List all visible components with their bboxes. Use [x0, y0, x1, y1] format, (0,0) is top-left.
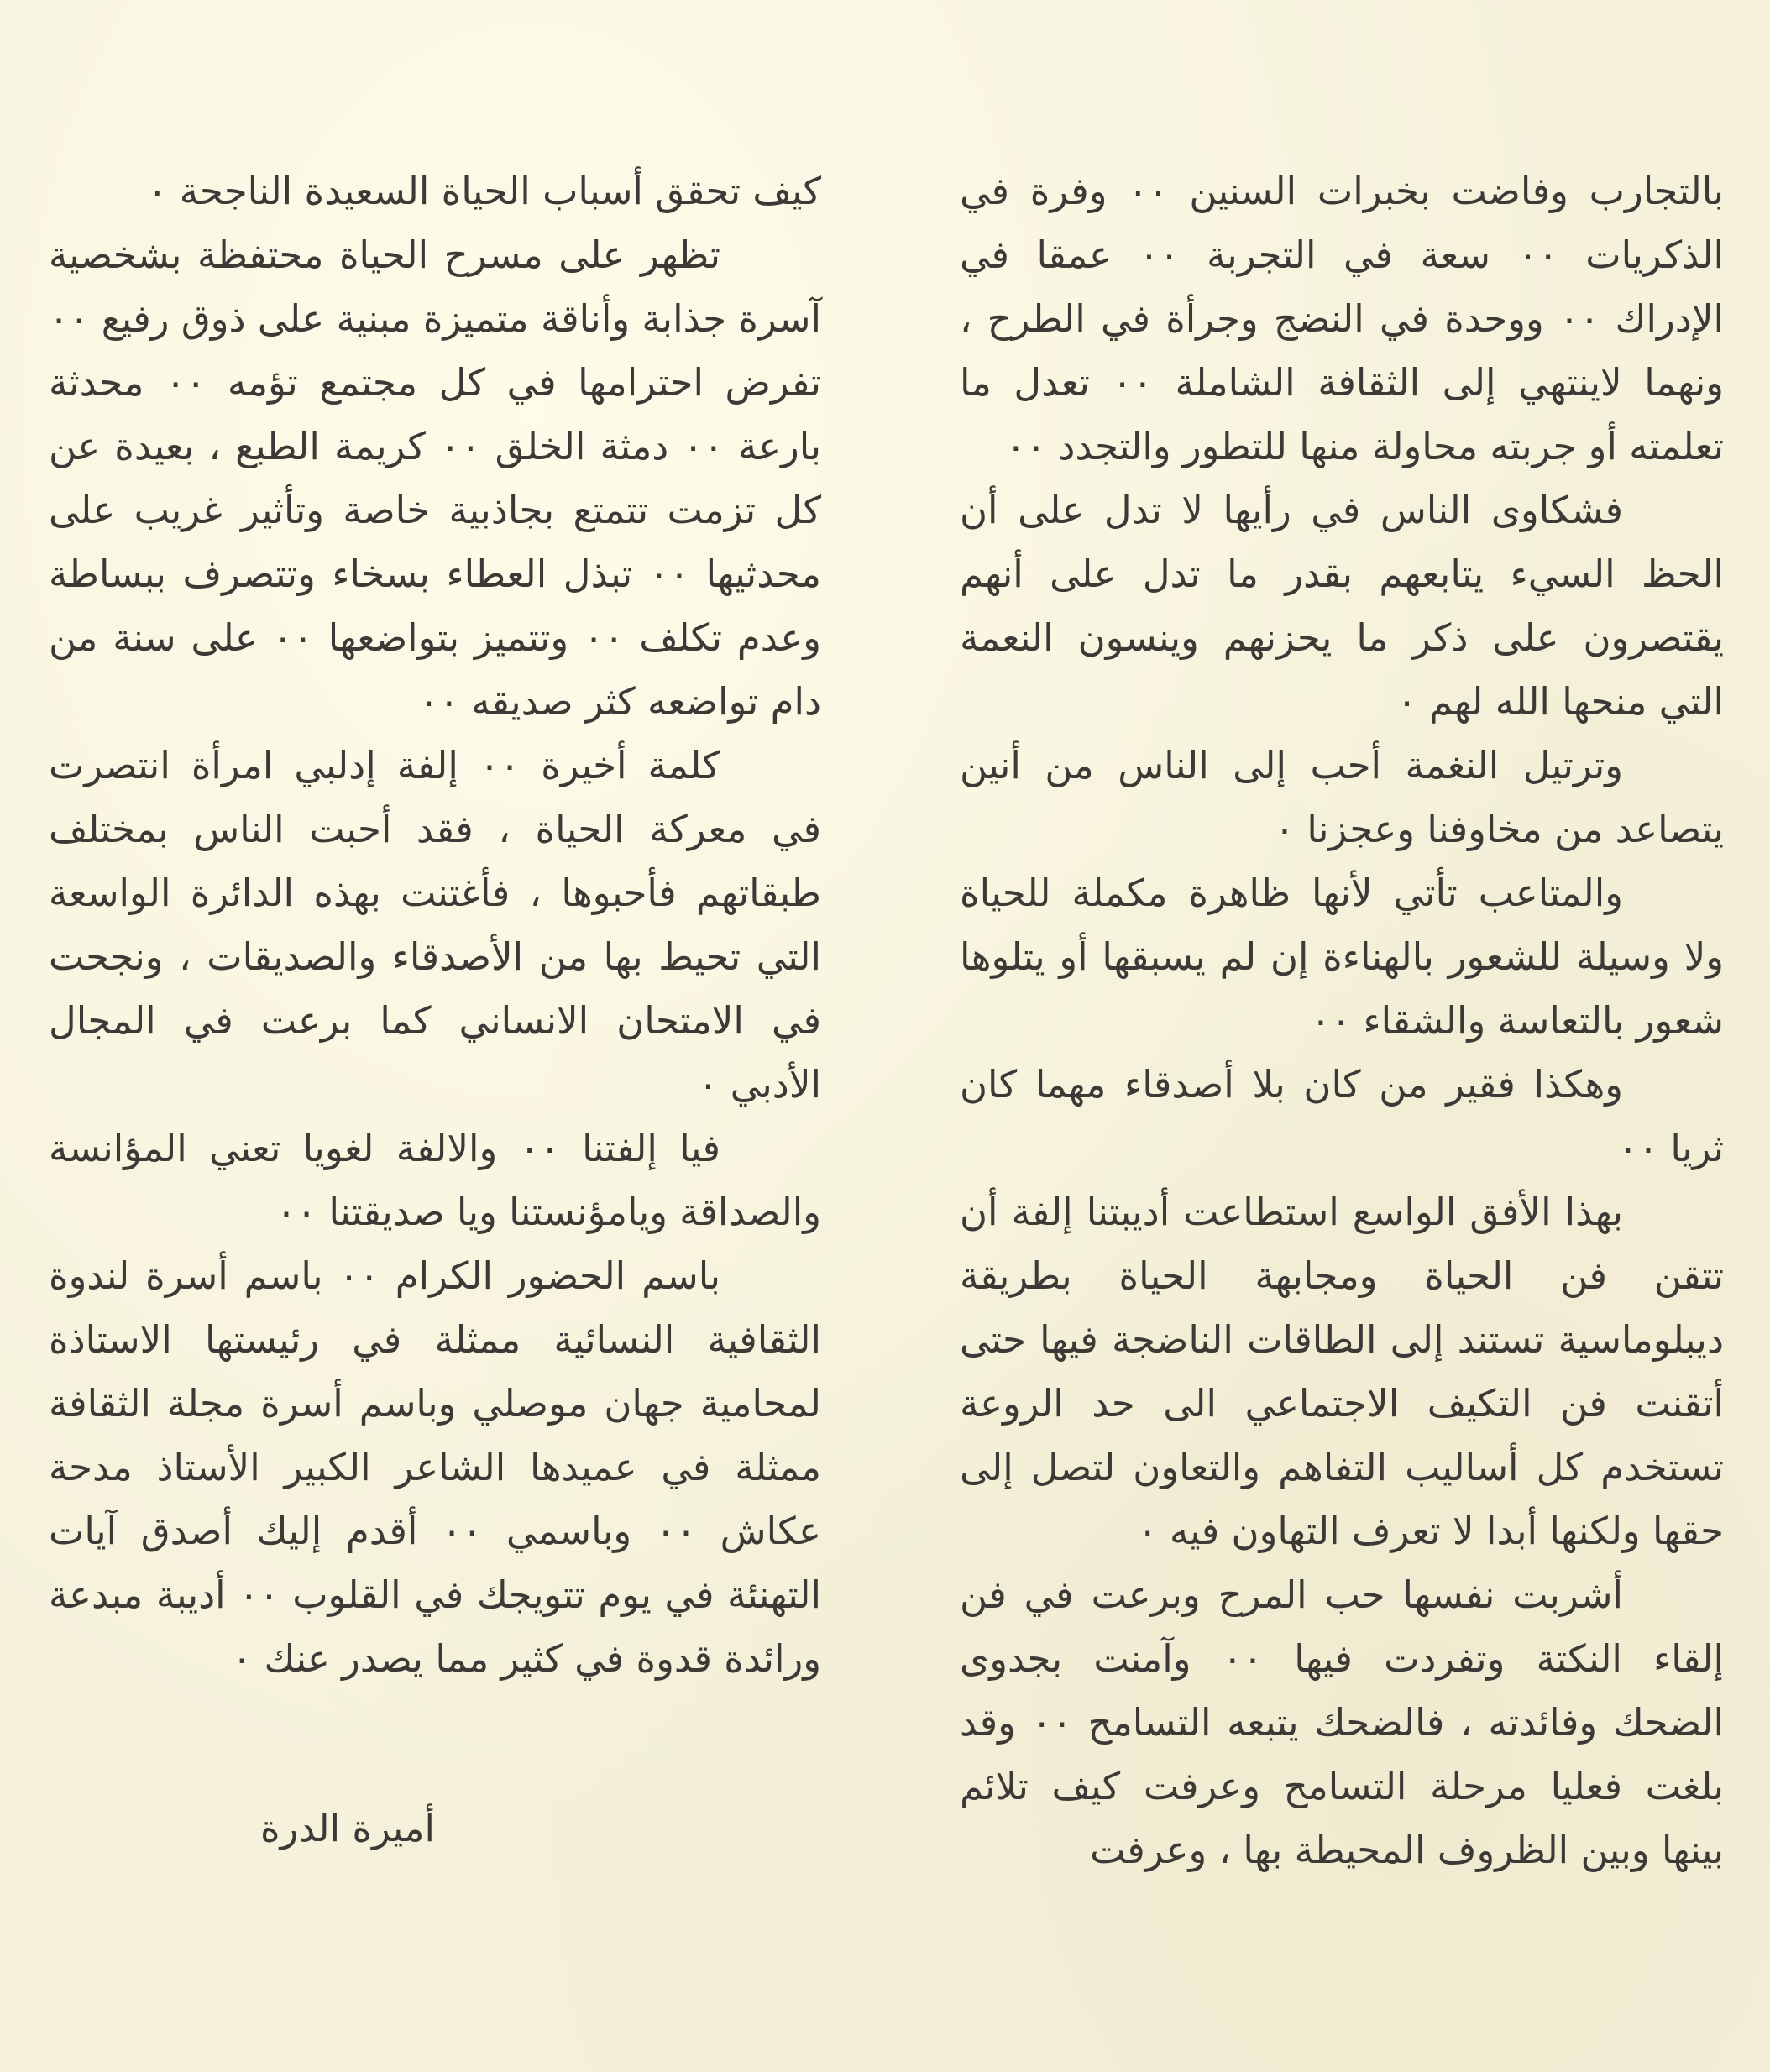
paragraph: والمتاعب تأتي لأنها ظاهرة مكملة للحياة ولا وسيلة للشعور بالهناءة إن لم يسبقها أو يتلوها شعور بالتعاسة والشقاء ٠٠ [960, 871, 1724, 1043]
paragraph: كلمة أخيرة ٠٠ إلفة إدلبي امرأة انتصرت في معركة الحياة ، فقد أحبت الناس بمختلف طبقاتهم فأحبوها ، فأغتنت بهذه الدائرة الواسعة التي تحيط بها من الأصدقاء والصديقات ، ونجحت في الامتحان الانساني كما برعت في المجال الأدبي ٠ [49, 743, 821, 1107]
left-column [49, 160, 821, 1691]
paragraph: أشربت نفسها حب المرح وبرعت في فن إلقاء النكتة وتفردت فيها ٠٠ وآمنت بجدوى الضحك وفائدته ، فالضحك يتبعه التسامح ٠٠ وقد بلغت فعليا مرحلة التسامح وعرفت كيف تلائم بينها وبين الظروف المحيطة بها ، وعرفت [960, 1572, 1724, 1872]
paragraph: فيا إلفتنا ٠٠ والالفة لغويا تعني المؤانسة والصداقة ويامؤنستنا ويا صديقتنا ٠٠ [49, 1126, 821, 1234]
paragraph: وترتيل النغمة أحب إلى الناس من أنين يتصاعد من مخاوفنا وعجزنا ٠ [960, 743, 1724, 851]
author-signature: أميرة الدرة [259, 1806, 435, 1850]
paragraph: تظهر على مسرح الحياة محتفظة بشخصية آسرة جذابة وأناقة متميزة مبنية على ذوق رفيع ٠٠ تفرض احترامها في كل مجتمع تؤمه ٠٠ محدثة بارعة ٠٠ دمثة الخلق ٠٠ كريمة الطبع ، بعيدة عن كل تزمت تتمتع بجاذبية خاصة وتأثير غريب على محدثيها ٠٠ تبذل العطاء بسخاء وتتصرف ببساطة وعدم تكلف ٠٠ وتتميز بتواضعها ٠٠ على سنة من دام تواضعه كثر صديقه ٠٠ [49, 233, 821, 724]
paragraph: وهكذا فقير من كان بلا أصدقاء مهما كان ثريا ٠٠ [960, 1062, 1724, 1170]
paragraph: كيف تحقق أسباب الحياة السعيدة الناجحة ٠ [147, 169, 821, 213]
paragraph: فشكاوى الناس في رأيها لا تدل على أن الحظ السيء يتابعهم بقدر ما تدل على أنهم يقتصرون على ذكر ما يحزنهم وينسون النعمة التي منحها الله لهم ٠ [960, 488, 1724, 724]
paragraph: بالتجارب وفاضت بخبرات السنين ٠٠ وفرة في الذكريات ٠٠ سعة في التجربة ٠٠ عمقا في الإدراك ٠٠ ووحدة في النضج وجرأة في الطرح ، ونهما لاينتهي إلى الثقافة الشاملة ٠٠ تعدل ما تعلمته أو جربته محاولة منها للتطور والتجدد ٠٠ [960, 169, 1724, 468]
paragraph: بهذا الأفق الواسع استطاعت أديبتنا إلفة أن تتقن فن الحياة ومجابهة الحياة بطريقة ديبلوماسية تستند إلى الطاقات الناضجة فيها حتى أتقنت فن التكيف الاجتماعي الى حد الروعة تستخدم كل أساليب التفاهم والتعاون لتصل إلى حقها ولكنها أبدا لا تعرف التهاون فيه ٠ [960, 1190, 1724, 1553]
paragraph: باسم الحضور الكرام ٠٠ باسم أسرة لندوة الثقافية النسائية ممثلة في رئيستها الاستاذة لمحامية جهان موصلي وباسم أسرة مجلة الثقافة ممثلة في عميدها الشاعر الكبير الأستاذ مدحة عكاش ٠٠ وباسمي ٠٠ أقدم إليك أصدق آيات التهنئة في يوم تتويجك في القلوب ٠٠ أديبة مبدعة ورائدة قدوة في كثير مما يصدر عنك ٠ [49, 1253, 822, 1681]
right-column [960, 160, 1724, 1882]
